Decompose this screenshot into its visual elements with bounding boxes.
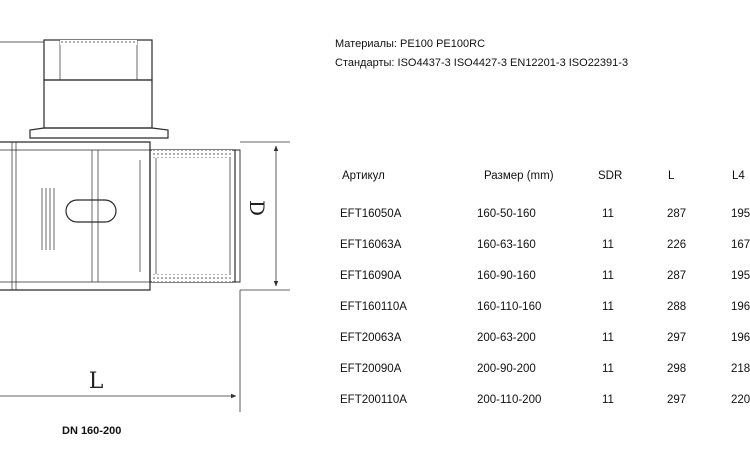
table-row: [337, 394, 750, 425]
table-row: [337, 332, 750, 363]
cell-l4: 195: [731, 208, 750, 220]
dimension-l-label: L: [88, 369, 104, 394]
cell-sdr: 11: [602, 301, 614, 313]
terminal-slot: [66, 200, 116, 222]
cell-size: 200-90-200: [477, 363, 536, 375]
cell-article: EFT16090A: [340, 270, 402, 282]
cell-l: 297: [667, 332, 687, 344]
cell-l4: 196: [731, 332, 750, 344]
cell-l: 287: [667, 208, 687, 220]
header-l: L: [668, 170, 675, 182]
materials-line: Материалы: PE100 PE100RC: [335, 38, 486, 50]
header-article: Артикул: [342, 170, 385, 182]
cell-sdr: 11: [602, 394, 614, 406]
cell-l4: 195: [731, 270, 750, 282]
dimension-d-label: D: [245, 199, 269, 217]
cell-l: 287: [667, 270, 687, 282]
cell-size: 200-110-200: [477, 394, 542, 406]
table-header-row: [337, 170, 750, 208]
header-size: Размер (mm): [484, 170, 554, 182]
cell-article: EFT16063A: [340, 239, 402, 251]
cell-article: EFT20090A: [340, 363, 402, 375]
tee-technical-drawing: [0, 0, 300, 420]
cell-l4: 167: [731, 239, 750, 251]
spec-table: [337, 170, 750, 425]
table-row: [337, 208, 750, 239]
dn-caption: DN 160-200: [62, 425, 122, 437]
cell-article: EFT200110A: [340, 394, 407, 406]
cell-l: 288: [667, 301, 687, 313]
table-row: [337, 301, 750, 332]
cell-sdr: 11: [602, 208, 614, 220]
cell-sdr: 11: [602, 239, 614, 251]
header-l4: L4: [732, 170, 745, 182]
cell-size: 200-63-200: [477, 332, 536, 344]
cell-sdr: 11: [602, 363, 614, 375]
cell-size: 160-110-160: [477, 301, 542, 313]
branch-body: [44, 80, 152, 128]
cell-size: 160-50-160: [477, 208, 536, 220]
branch-saddle: [30, 128, 168, 138]
table-row: [337, 270, 750, 301]
cell-l4: 196: [731, 301, 750, 313]
cell-size: 160-90-160: [477, 270, 536, 282]
cell-l: 226: [667, 239, 687, 251]
table-row: [337, 239, 750, 270]
cell-size: 160-63-160: [477, 239, 536, 251]
header-sdr: SDR: [598, 170, 623, 182]
cell-article: EFT160110A: [340, 301, 407, 313]
cell-sdr: 11: [602, 270, 614, 282]
cell-sdr: 11: [602, 332, 614, 344]
cell-l: 298: [667, 363, 687, 375]
tee-main-body: [0, 142, 150, 290]
cell-l4: 220: [731, 394, 750, 406]
standards-line: Стандарты: ISO4437-3 ISO4427-3 EN12201-3 ISO22391-3: [335, 57, 629, 69]
cell-l: 297: [667, 394, 687, 406]
cell-article: EFT16050A: [340, 208, 402, 220]
cell-article: EFT20063A: [340, 332, 402, 344]
cell-l4: 218: [731, 363, 750, 375]
socket-end: [150, 150, 235, 282]
table-row: [337, 363, 750, 394]
